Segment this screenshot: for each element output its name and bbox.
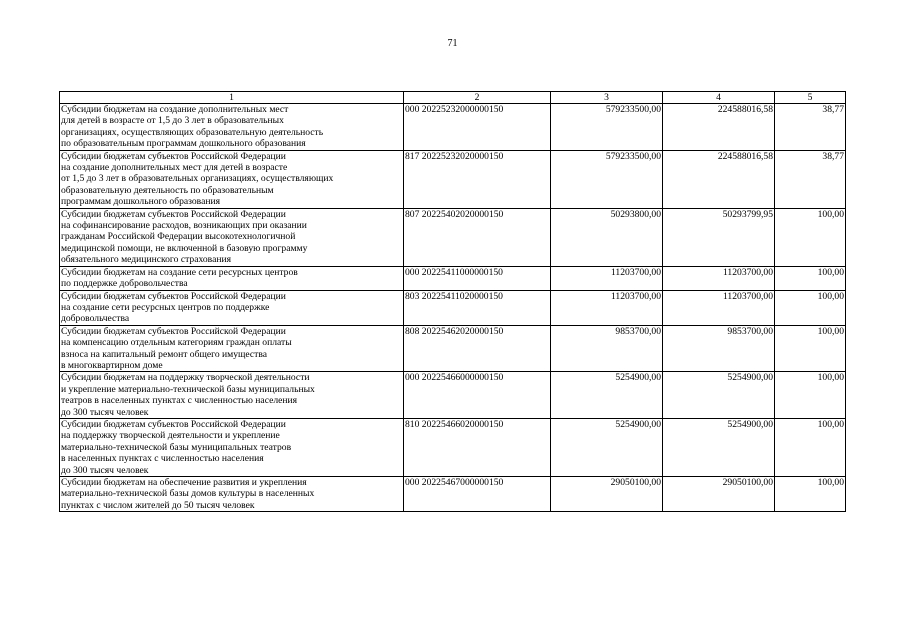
description-line: Субсидии бюджетам на поддержку творческой деятельности	[61, 372, 310, 384]
planned-amount: 9853700,00	[551, 325, 663, 372]
execution-percent: 100,00	[775, 325, 846, 372]
planned-amount: 11203700,00	[551, 266, 663, 290]
description-line: Субсидии бюджетам на обеспечение развития и укрепления	[61, 477, 307, 488]
column-header-2: 2	[404, 92, 551, 104]
table-row	[60, 208, 846, 266]
description-line: от 1,5 до 3 лет в образовательных организациях, осуществляющих	[61, 173, 334, 185]
execution-percent: 100,00	[775, 477, 846, 512]
table-row	[60, 104, 846, 151]
description-line: Субсидии бюджетам субъектов Российской Федерации	[61, 208, 286, 220]
description-line: материально-технической базы домов культуры в населенных	[61, 488, 315, 500]
row-description	[60, 208, 404, 266]
planned-amount: 11203700,00	[551, 290, 663, 325]
description-line: пунктах с числом жителей до 50 тысяч человек	[61, 499, 255, 511]
description-line: до 300 тысяч человек	[61, 464, 149, 476]
description-line: на поддержку творческой деятельности и укрепление	[61, 430, 280, 442]
budget-code: 000 20225467000000150	[404, 477, 551, 512]
description-line: добровольчества	[61, 313, 130, 325]
description-line: до 300 тысяч человек	[61, 406, 149, 418]
row-description	[60, 418, 404, 476]
description-line: образовательную деятельность по образовательным	[61, 184, 274, 196]
description-line: Субсидии бюджетам субъектов Российской Федерации	[61, 325, 286, 337]
description-line: для детей в возрасте от 1,5 до 3 лет в образовательных	[61, 115, 284, 127]
actual-amount: 9853700,00	[663, 325, 775, 372]
planned-amount: 29050100,00	[551, 477, 663, 512]
actual-amount: 224588016,58	[663, 104, 775, 151]
row-description	[60, 325, 404, 372]
description-line: материально-технической базы муниципальных театров	[61, 441, 292, 453]
description-line: гражданам Российской Федерации высокотехнологичной	[61, 231, 296, 243]
description-line: Субсидии бюджетам на создание дополнительных мест	[61, 104, 289, 115]
row-description	[60, 104, 404, 151]
description-line: взноса на капитальный ремонт общего имущества	[61, 348, 268, 360]
description-line: Субсидии бюджетам на создание сети ресурсных центров	[61, 266, 298, 278]
actual-amount: 11203700,00	[663, 290, 775, 325]
budget-code: 803 20225411020000150	[404, 290, 551, 325]
actual-amount: 5254900,00	[663, 372, 775, 419]
description-line: театров в населенных пунктах с численностью населения	[61, 395, 298, 407]
description-line: обязательного медицинского страхования	[61, 254, 232, 266]
execution-percent: 100,00	[775, 290, 846, 325]
execution-percent: 100,00	[775, 418, 846, 476]
table-row	[60, 418, 846, 476]
column-header-3: 3	[551, 92, 663, 104]
description-line: на создание дополнительных мест для детей в возрасте	[61, 162, 288, 174]
page-number: 71	[447, 38, 458, 49]
description-line: медицинской помощи, не включенной в базовую программу	[61, 242, 308, 254]
planned-amount: 5254900,00	[551, 418, 663, 476]
planned-amount: 579233500,00	[551, 150, 663, 208]
description-line: на создание сети ресурсных центров по поддержке	[61, 301, 270, 313]
planned-amount: 50293800,00	[551, 208, 663, 266]
execution-percent: 100,00	[775, 372, 846, 419]
actual-amount: 11203700,00	[663, 266, 775, 290]
execution-percent: 38,77	[775, 104, 846, 151]
description-line: Субсидии бюджетам субъектов Российской Федерации	[61, 418, 286, 430]
description-line: на компенсацию отдельным категориям граждан оплаты	[61, 337, 292, 349]
table-row	[60, 477, 846, 512]
budget-code: 817 20225232020000150	[404, 150, 551, 208]
table-body	[60, 104, 846, 512]
row-description	[60, 266, 404, 290]
column-header-4: 4	[663, 92, 775, 104]
table-row	[60, 372, 846, 419]
table-row	[60, 266, 846, 290]
budget-table	[59, 91, 846, 512]
actual-amount: 29050100,00	[663, 477, 775, 512]
row-description	[60, 477, 404, 512]
actual-amount: 5254900,00	[663, 418, 775, 476]
description-line: организациях, осуществляющих образовательную деятельность	[61, 126, 324, 138]
actual-amount: 224588016,58	[663, 150, 775, 208]
table-row	[60, 290, 846, 325]
description-line: на софинансирование расходов, возникающих при оказании	[61, 220, 307, 232]
header-row	[60, 92, 846, 104]
column-header-1: 1	[60, 92, 404, 104]
description-line: Субсидии бюджетам субъектов Российской Федерации	[61, 290, 286, 302]
budget-code: 000 20225232000000150	[404, 104, 551, 151]
budget-code: 808 20225462020000150	[404, 325, 551, 372]
planned-amount: 5254900,00	[551, 372, 663, 419]
execution-percent: 100,00	[775, 266, 846, 290]
row-description	[60, 150, 404, 208]
row-description	[60, 290, 404, 325]
execution-percent: 38,77	[775, 150, 846, 208]
budget-code: 810 20225466020000150	[404, 418, 551, 476]
description-line: программам дошкольного образования	[61, 196, 221, 208]
description-line: и укрепление материально-технической базы муниципальных	[61, 383, 315, 395]
description-line: по поддержке добровольчества	[61, 278, 188, 290]
budget-code: 807 20225402020000150	[404, 208, 551, 266]
budget-code: 000 20225411000000150	[404, 266, 551, 290]
table-row	[60, 150, 846, 208]
table-row	[60, 325, 846, 372]
description-line: Субсидии бюджетам субъектов Российской Федерации	[61, 150, 286, 162]
row-description	[60, 372, 404, 419]
budget-code: 000 20225466000000150	[404, 372, 551, 419]
description-line: по образовательным программам дошкольного образования	[61, 138, 306, 150]
execution-percent: 100,00	[775, 208, 846, 266]
description-line: в многоквартирном доме	[61, 359, 163, 371]
actual-amount: 50293799,95	[663, 208, 775, 266]
column-header-5: 5	[775, 92, 846, 104]
planned-amount: 579233500,00	[551, 104, 663, 151]
description-line: в населенных пунктах с численностью населения	[61, 453, 264, 465]
